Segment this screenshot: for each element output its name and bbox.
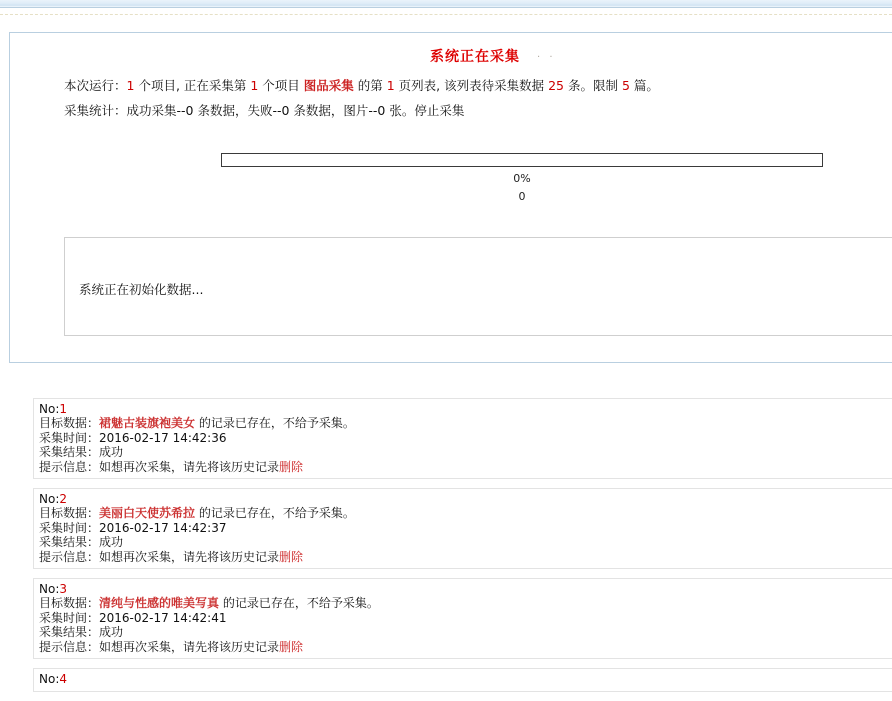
- project-name-link[interactable]: 图品采集: [303, 78, 354, 93]
- record-result-value: 成功: [99, 445, 124, 460]
- run-info-seg4: 的第: [353, 78, 387, 93]
- record-target-label: 目标数据：: [39, 506, 100, 521]
- record-tip-label: 提示信息：: [39, 549, 100, 564]
- record-no-label: No:: [39, 582, 60, 597]
- panel-title-row: [10, 46, 892, 66]
- record-target-title-link[interactable]: 裙魅古装旗袍美女: [99, 416, 196, 431]
- page-number: 1: [386, 78, 395, 93]
- progress-bar: [221, 153, 823, 167]
- record-item: [33, 398, 892, 479]
- record-time-line: [39, 611, 892, 625]
- status-message-box: [64, 237, 892, 336]
- record-item: [33, 488, 892, 569]
- stats-line: [64, 104, 464, 118]
- stats-label: 采集统计：: [64, 103, 127, 118]
- record-tip-text: 如想再次采集，请先将该历史记录: [99, 639, 280, 654]
- record-result-value: 成功: [99, 625, 124, 640]
- record-no-label: No:: [39, 672, 60, 687]
- record-delete-link[interactable]: 删除: [279, 549, 304, 564]
- loading-dots: . .: [537, 49, 556, 60]
- records-list: [33, 398, 892, 701]
- pending-count: 25: [548, 78, 565, 93]
- current-project-index: 1: [250, 78, 259, 93]
- dotted-divider: [0, 14, 892, 15]
- record-no-label: No:: [39, 402, 60, 416]
- record-target-title-link[interactable]: 美丽白天使苏希拉: [99, 506, 196, 521]
- record-no-value: 2: [59, 492, 68, 507]
- record-time-value: 2016-02-17 14:42:37: [99, 520, 227, 535]
- stop-collection-link[interactable]: 停止采集: [414, 103, 465, 118]
- progress-percent-label: 0%: [513, 172, 531, 185]
- record-no-value: 4: [59, 672, 68, 687]
- record-tip-text: 如想再次采集，请先将该历史记录: [99, 459, 280, 474]
- record-target-label: 目标数据：: [39, 596, 100, 611]
- record-item: [33, 668, 892, 691]
- stats-text: 成功采集--0 条数据，失败--0 条数据，图片--0 张。: [126, 103, 415, 118]
- record-target-line: [39, 416, 892, 430]
- record-target-suffix: 的记录已存在，不给予采集。: [195, 506, 355, 521]
- record-tip-line: [39, 460, 892, 474]
- record-no-value: 1: [59, 402, 68, 416]
- record-result-line: [39, 535, 892, 549]
- record-tip-label: 提示信息：: [39, 639, 100, 654]
- collection-status-panel: [9, 32, 892, 363]
- record-time-line: [39, 521, 892, 535]
- record-result-value: 成功: [99, 535, 124, 550]
- record-delete-link[interactable]: 删除: [279, 639, 304, 654]
- project-count: 1: [126, 78, 135, 93]
- record-result-label: 采集结果：: [39, 445, 100, 460]
- record-no-value: 3: [59, 582, 68, 597]
- record-no-label: No:: [39, 492, 60, 507]
- record-target-line: [39, 506, 892, 520]
- record-no-line: [39, 582, 892, 596]
- top-gradient-bar: [0, 0, 892, 8]
- record-result-line: [39, 445, 892, 459]
- record-target-suffix: 的记录已存在，不给予采集。: [219, 596, 379, 611]
- record-delete-link[interactable]: 删除: [279, 459, 304, 474]
- record-time-value: 2016-02-17 14:42:41: [99, 610, 227, 625]
- record-time-label: 采集时间：: [39, 430, 100, 445]
- run-info-seg5: 页列表, 该列表待采集数据: [394, 78, 549, 93]
- record-target-label: 目标数据：: [39, 416, 100, 431]
- record-time-value: 2016-02-17 14:42:36: [99, 430, 227, 445]
- progress-count-label: 0: [518, 190, 526, 203]
- record-target-suffix: 的记录已存在，不给予采集。: [195, 416, 355, 431]
- run-info-line: [64, 79, 659, 93]
- record-no-line: [39, 672, 892, 686]
- record-target-title-link[interactable]: 清纯与性感的唯美写真: [99, 596, 220, 611]
- run-info-prefix: 本次运行：: [64, 78, 127, 93]
- record-no-line: [39, 492, 892, 506]
- limit-count: 5: [621, 78, 630, 93]
- record-target-line: [39, 596, 892, 610]
- record-tip-line: [39, 640, 892, 654]
- record-result-label: 采集结果：: [39, 625, 100, 640]
- run-info-seg7: 篇。: [629, 78, 659, 93]
- record-result-label: 采集结果：: [39, 535, 100, 550]
- record-time-label: 采集时间：: [39, 520, 100, 535]
- record-tip-line: [39, 550, 892, 564]
- run-info-seg3: 个项目: [258, 78, 304, 93]
- record-tip-text: 如想再次采集，请先将该历史记录: [99, 549, 280, 564]
- run-info-seg2: 个项目, 正在采集第: [134, 78, 251, 93]
- record-item: [33, 578, 892, 659]
- run-info-seg6: 条。限制: [564, 78, 622, 93]
- page-title: 系统正在采集: [430, 49, 520, 65]
- record-time-label: 采集时间：: [39, 610, 100, 625]
- status-message: 系统正在初始化数据...: [79, 282, 204, 297]
- record-tip-label: 提示信息：: [39, 459, 100, 474]
- record-no-line: [39, 402, 892, 416]
- record-time-line: [39, 431, 892, 445]
- record-result-line: [39, 625, 892, 639]
